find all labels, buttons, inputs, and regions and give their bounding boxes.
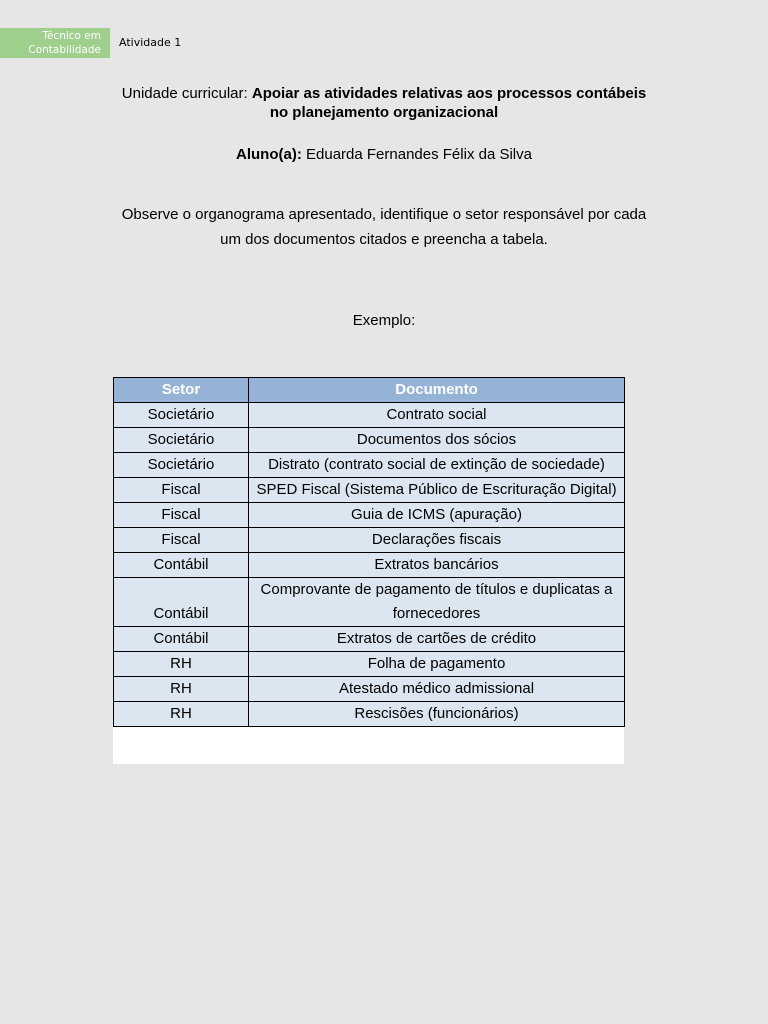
cell-setor: Fiscal [114, 503, 249, 528]
cell-documento: Extratos de cartões de crédito [249, 627, 625, 652]
student-label: Aluno(a): [236, 146, 302, 163]
cell-documento: SPED Fiscal (Sistema Público de Escrituração Digital) [249, 478, 625, 503]
cell-documento: Contrato social [249, 403, 625, 428]
course-badge-line2: Contabilidade [28, 44, 101, 56]
instructions-line2: um dos documentos citados e preencha a tabela. [220, 231, 548, 248]
table-row [114, 428, 625, 453]
table-row [114, 503, 625, 528]
instructions-line1: Observe o organograma apresentado, identifique o setor responsável por cada [121, 206, 647, 223]
cell-setor: Fiscal [114, 528, 249, 553]
table-row [114, 478, 625, 503]
curricular-unit [100, 84, 668, 122]
course-badge-line1: Técnico em [42, 30, 101, 42]
table-row [114, 677, 625, 702]
cell-setor: Societário [114, 453, 249, 478]
cell-documento: Documentos dos sócios [249, 428, 625, 453]
cell-setor: RH [114, 702, 249, 727]
table-row [114, 702, 625, 727]
cell-setor: Societário [114, 403, 249, 428]
table-container [113, 377, 624, 764]
cell-documento: Distrato (contrato social de extinção de sociedade) [249, 453, 625, 478]
table-row [114, 453, 625, 478]
cell-setor: RH [114, 677, 249, 702]
cell-setor: Societário [114, 428, 249, 453]
activity-title: Atividade 1 [119, 36, 182, 49]
table-row [114, 553, 625, 578]
table-row [114, 403, 625, 428]
cell-setor: Contábil [114, 578, 249, 627]
cell-documento: Guia de ICMS (apuração) [249, 503, 625, 528]
cell-setor: RH [114, 652, 249, 677]
table-header-row [114, 378, 625, 403]
header-documento: Documento [249, 378, 625, 403]
unit-label: Unidade curricular: [121, 85, 248, 102]
cell-documento: Declarações fiscais [249, 528, 625, 553]
table-row [114, 627, 625, 652]
student-name: Eduarda Fernandes Félix da Silva [306, 146, 532, 163]
table-row [114, 528, 625, 553]
cell-documento: Atestado médico admissional [249, 677, 625, 702]
student-line [100, 146, 668, 163]
cell-documento: Extratos bancários [249, 553, 625, 578]
instructions [100, 202, 668, 252]
table-row [114, 652, 625, 677]
cell-setor: Contábil [114, 553, 249, 578]
unit-title-line2: no planejamento organizacional [269, 104, 499, 121]
sector-document-table [113, 377, 625, 727]
example-label: Exemplo: [352, 312, 416, 329]
cell-setor: Fiscal [114, 478, 249, 503]
table-row [114, 578, 625, 627]
cell-documento: Folha de pagamento [249, 652, 625, 677]
course-badge [0, 28, 110, 58]
cell-documento: Comprovante de pagamento de títulos e duplicatas a fornecedores [249, 578, 625, 627]
unit-title-line1: Apoiar as atividades relativas aos processos contábeis [251, 85, 647, 102]
header-setor: Setor [114, 378, 249, 403]
cell-setor: Contábil [114, 627, 249, 652]
cell-documento: Rescisões (funcionários) [249, 702, 625, 727]
